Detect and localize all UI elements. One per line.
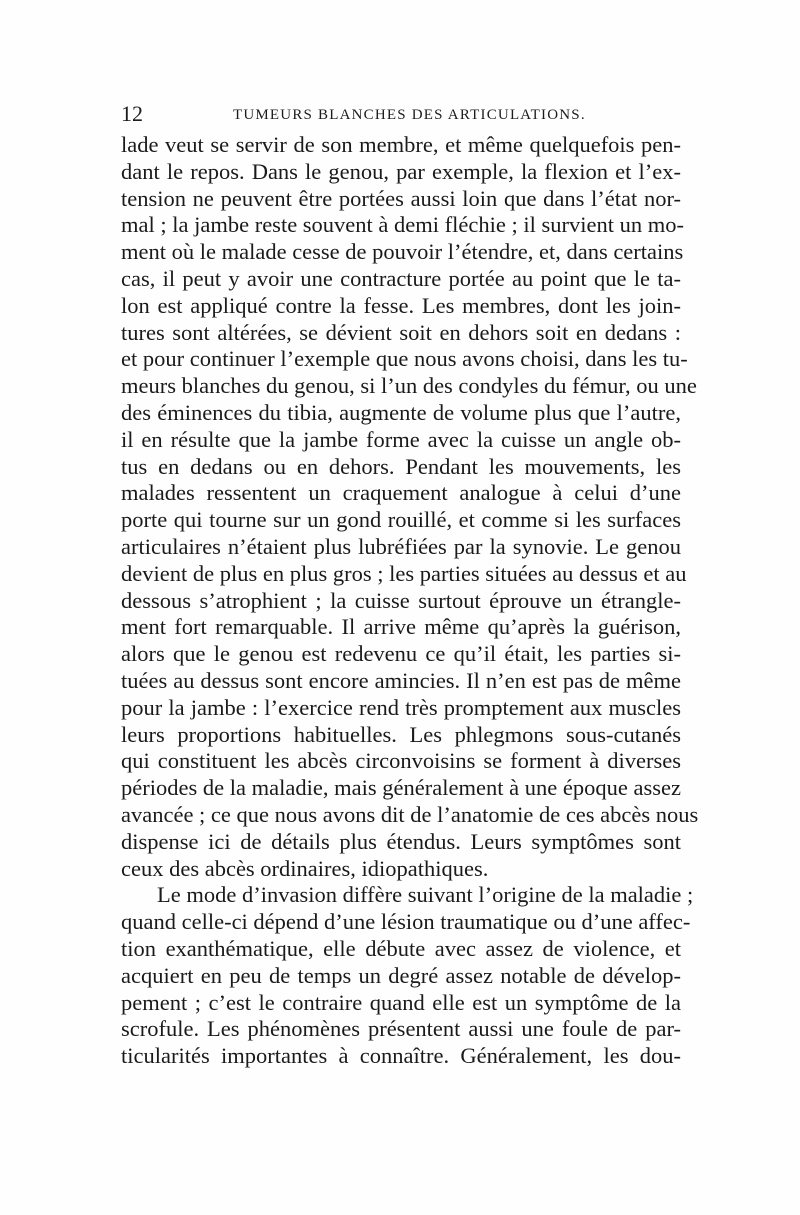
text-line: leurs proportions habituelles. Les phlegmons sous-cutanés: [121, 721, 681, 747]
text-line: tus en dedans ou en dehors. Pendant les mouvements, les: [121, 453, 681, 479]
paragraph-end-line: ceux des abcès ordinaires, idiopathiques.: [121, 855, 489, 881]
text-line: scrofule. Les phénomènes présentent aussi une foule de par-: [121, 1016, 681, 1042]
text-line: des éminences du tibia, augmente de volume plus que l’autre,: [121, 399, 681, 425]
page-number: 12: [121, 101, 143, 126]
paragraph-start-line: Le mode d’invasion diffère suivant l’origine de la maladie ;: [157, 882, 694, 908]
text-line: malades ressentent un craquement analogue à celui d’une: [121, 480, 681, 506]
text-line: tension ne peuvent être portées aussi loin que dans l’état nor-: [121, 185, 681, 211]
text-line: mal ; la jambe reste souvent à demi fléchie ; il survient un mo-: [121, 212, 684, 238]
text-line: ment où le malade cesse de pouvoir l’étendre, et, dans certains: [121, 239, 684, 265]
text-line: il en résulte que la jambe forme avec la cuisse un angle ob-: [121, 426, 681, 452]
text-line: dessous s’atrophient ; la cuisse surtout éprouve un étrangle-: [121, 587, 681, 613]
text-line: dant le repos. Dans le genou, par exemple, la flexion et l’ex-: [121, 158, 681, 184]
text-line: qui constituent les abcès circonvoisins se forment à diverses: [121, 748, 681, 774]
text-line: articulaires n’étaient plus lubréfiées par la synovie. Le genou: [121, 533, 681, 559]
running-title: TUMEURS BLANCHES DES ARTICULATIONS.: [233, 107, 586, 123]
text-line: porte qui tourne sur un gond rouillé, et comme si les surfaces: [121, 507, 681, 533]
text-line: pement ; c’est le contraire quand elle est un symptôme de la: [121, 989, 681, 1015]
text-line: tion exanthématique, elle débute avec assez de violence, et: [121, 935, 681, 961]
text-line: tuées au dessus sont encore amincies. Il n’en est pas de même: [121, 667, 681, 693]
text-line: devient de plus en plus gros ; les parties situées au dessus et au: [121, 560, 687, 586]
page-header: [121, 102, 681, 126]
text-line: ticularités importantes à connaître. Généralement, les dou-: [121, 1043, 681, 1069]
text-line: alors que le genou est redevenu ce qu’il était, les parties si-: [121, 641, 681, 667]
body-text: [121, 132, 699, 1070]
text-line: dispense ici de détails plus étendus. Leurs symptômes sont: [121, 828, 681, 854]
text-line: acquiert en peu de temps un degré assez notable de dévelop-: [121, 962, 681, 988]
text-line: cas, il peut y avoir une contracture portée au point que le ta-: [121, 265, 681, 291]
text-line: tures sont altérées, se dévient soit en dehors soit en dedans :: [121, 319, 681, 345]
text-line: ment fort remarquable. Il arrive même qu’après la guérison,: [121, 614, 681, 640]
text-line: avancée ; ce que nous avons dit de l’anatomie de ces abcès nous: [121, 801, 699, 827]
text-line: périodes de la maladie, mais généralement à une époque assez: [121, 775, 681, 801]
text-line: pour la jambe : l’exercice rend très promptement aux muscles: [121, 694, 681, 720]
text-line: quand celle-ci dépend d’une lésion traumatique ou d’une affec-: [121, 909, 691, 935]
text-line: et pour continuer l’exemple que nous avons choisi, dans les tu-: [121, 346, 688, 372]
text-line: lon est appliqué contre la fesse. Les membres, dont les join-: [121, 292, 681, 318]
text-line: meurs blanches du genou, si l’un des condyles du fémur, ou une: [121, 373, 697, 399]
text-line: lade veut se servir de son membre, et même quelquefois pen-: [121, 132, 681, 157]
